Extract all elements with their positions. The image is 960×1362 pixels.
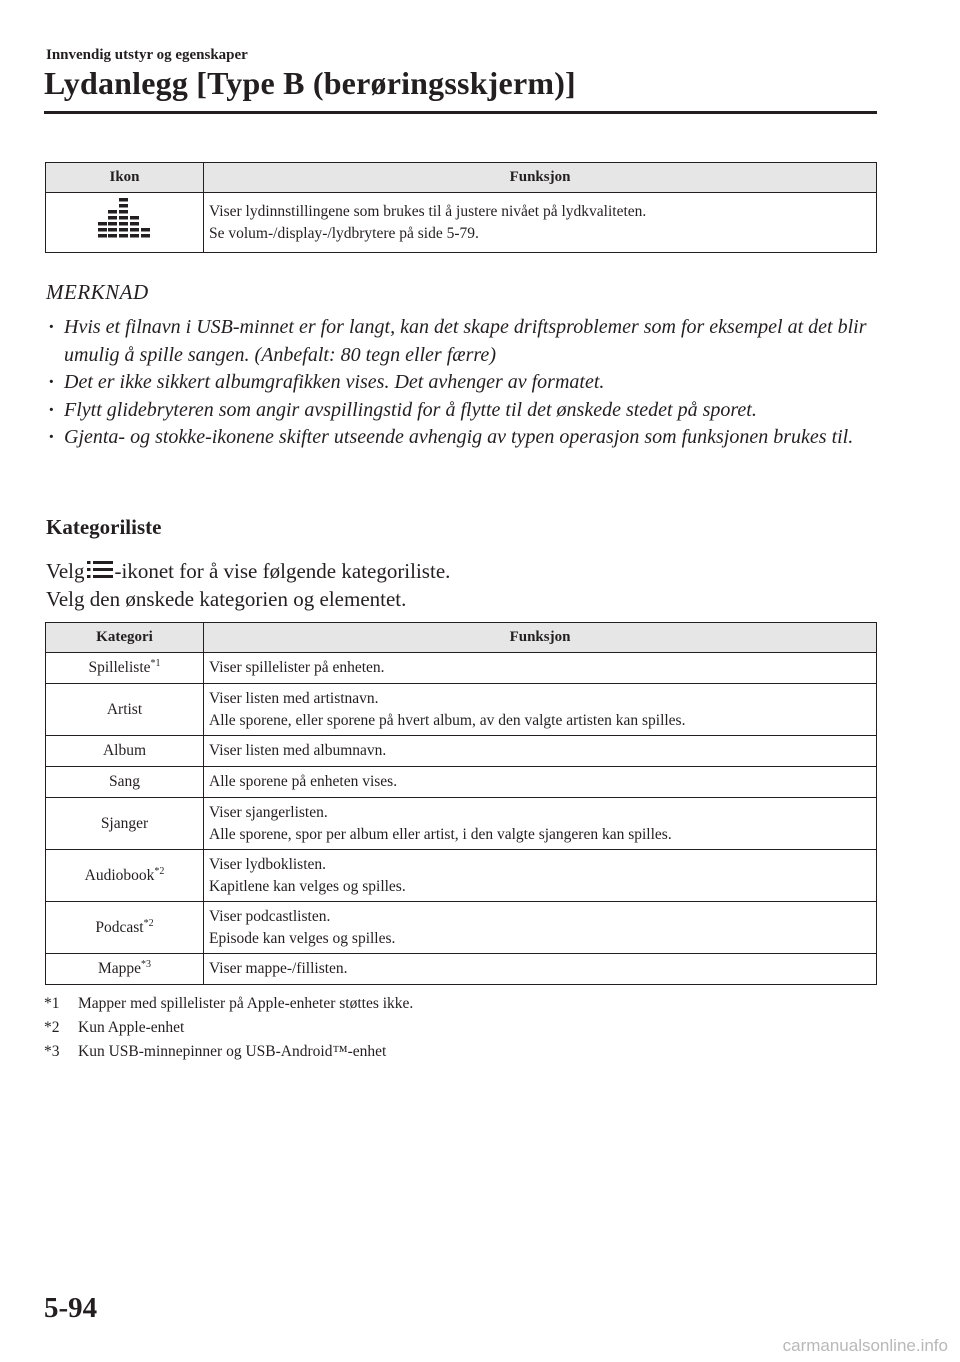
intro-paragraph (46, 557, 450, 585)
function-cell (204, 653, 877, 684)
category-name: Sjanger (100, 814, 149, 832)
function-line: Alle sporene, eller sporene på hvert album, av den valgte artisten kan spilles. (209, 711, 686, 729)
function-cell (204, 850, 877, 902)
column-header-function: Funksjon (204, 623, 877, 653)
note-item: · Hvis et filnavn i USB-minnet er for langt, kan det skape driftsproblemer som for eksempel at det blir umulig å spille sangen. (Anbefalt: 80 tegn eller færre) (48, 314, 888, 369)
footnote-text: Kun Apple-enhet (78, 1019, 185, 1036)
column-header-icon: Ikon (46, 163, 204, 193)
category-cell (46, 736, 204, 767)
footnote-mark: *2 (154, 865, 165, 877)
category-name: Spilleliste (88, 659, 151, 676)
note-item: · Det er ikke sikkert albumgrafikken vises. Det avhenger av formatet. (48, 369, 888, 397)
footnote-list (44, 992, 413, 1064)
function-cell (204, 954, 877, 985)
footnote-mark: *1 (44, 995, 60, 1012)
page-title: Lydanlegg [Type B (berøringsskjerm)] (44, 65, 576, 101)
footnote (44, 992, 413, 1016)
section-heading: Kategoriliste (46, 515, 162, 539)
category-cell (46, 954, 204, 985)
title-divider (44, 111, 877, 114)
function-cell (204, 798, 877, 850)
table-row (46, 767, 877, 798)
table-row (46, 193, 877, 253)
footnote (44, 1016, 413, 1040)
equalizer-bars-icon (98, 198, 152, 242)
function-line: Viser spillelister på enheten. (209, 659, 385, 676)
category-cell (46, 684, 204, 736)
category-name: Mappe (97, 960, 142, 977)
function-line: Alle sporene på enheten vises. (209, 773, 398, 790)
function-line: Viser podcastlisten. (209, 907, 331, 925)
intro-text: -ikonet for å vise følgende kategoriliste. (114, 559, 451, 583)
table-header-row (46, 163, 877, 193)
watermark-link[interactable]: carmanualsonline.info (782, 1336, 948, 1355)
function-line: Episode kan velges og spilles. (209, 929, 396, 947)
table-row (46, 684, 877, 736)
category-name: Sang (109, 773, 140, 790)
function-cell (204, 767, 877, 798)
footnote-mark: *3 (141, 958, 152, 970)
function-cell (204, 736, 877, 767)
intro-text: Velg (46, 559, 85, 583)
footnote-mark: *2 (44, 1019, 60, 1036)
footnote (44, 1040, 413, 1064)
function-cell (204, 902, 877, 954)
function-line: Kapitlene kan velges og spilles. (209, 877, 406, 895)
function-line: Viser mappe-/fillisten. (209, 960, 348, 977)
function-line: Viser listen med artistnavn. (209, 689, 379, 707)
table-row (46, 736, 877, 767)
function-line: Viser listen med albumnavn. (209, 742, 387, 759)
category-name: Audiobook (84, 866, 155, 884)
footnote-text: Kun USB-minnepinner og USB-Android™-enhet (78, 1043, 387, 1060)
column-header-function: Funksjon (204, 163, 877, 193)
category-cell (46, 798, 204, 850)
footnote-mark: *2 (143, 917, 154, 929)
function-line: Se volum-/display-/lydbrytere på side 5-79. (209, 224, 479, 242)
category-cell (46, 902, 204, 954)
icon-cell (46, 193, 204, 253)
intro-paragraph: Velg den ønskede kategorien og elementet. (46, 587, 407, 611)
table-row (46, 653, 877, 684)
category-cell (46, 653, 204, 684)
column-header-category: Kategori (46, 623, 204, 653)
function-line: Viser lydinnstillingene som brukes til å justere nivået på lydkvaliteten. (209, 202, 647, 220)
icon-function-table (45, 162, 877, 253)
note-item: · Flytt glidebryteren som angir avspillingstid for å flytte til det ønskede stedet på sporet. (48, 397, 888, 425)
table-row (46, 902, 877, 954)
function-cell (204, 684, 877, 736)
table-row (46, 954, 877, 985)
function-cell (204, 193, 877, 253)
table-header-row (46, 623, 877, 653)
category-table (45, 622, 877, 985)
category-name: Album (102, 742, 147, 759)
footnote-mark: *3 (44, 1043, 60, 1060)
table-row (46, 798, 877, 850)
function-line: Alle sporene, spor per album eller artist, i den valgte sjangeren kan spilles. (209, 825, 672, 843)
list-icon (86, 559, 114, 581)
function-line: Viser lydboklisten. (209, 855, 327, 873)
note-list (48, 314, 888, 452)
category-cell (46, 767, 204, 798)
table-row (46, 850, 877, 902)
category-name: Podcast (95, 918, 144, 936)
category-name: Artist (106, 700, 143, 718)
note-item: · Gjenta- og stokke-ikonene skifter utseende avhengig av typen operasjon som funksjonen brukes til. (48, 424, 888, 452)
footnote-text: Mapper med spillelister på Apple-enheter støttes ikke. (78, 995, 414, 1012)
category-cell (46, 850, 204, 902)
function-line: Viser sjangerlisten. (209, 803, 328, 821)
footnote-mark: *1 (150, 657, 161, 669)
section-label: Innvendig utstyr og egenskaper (46, 47, 248, 63)
note-title: MERKNAD (46, 280, 149, 304)
page-number: 5-94 (44, 1292, 98, 1324)
